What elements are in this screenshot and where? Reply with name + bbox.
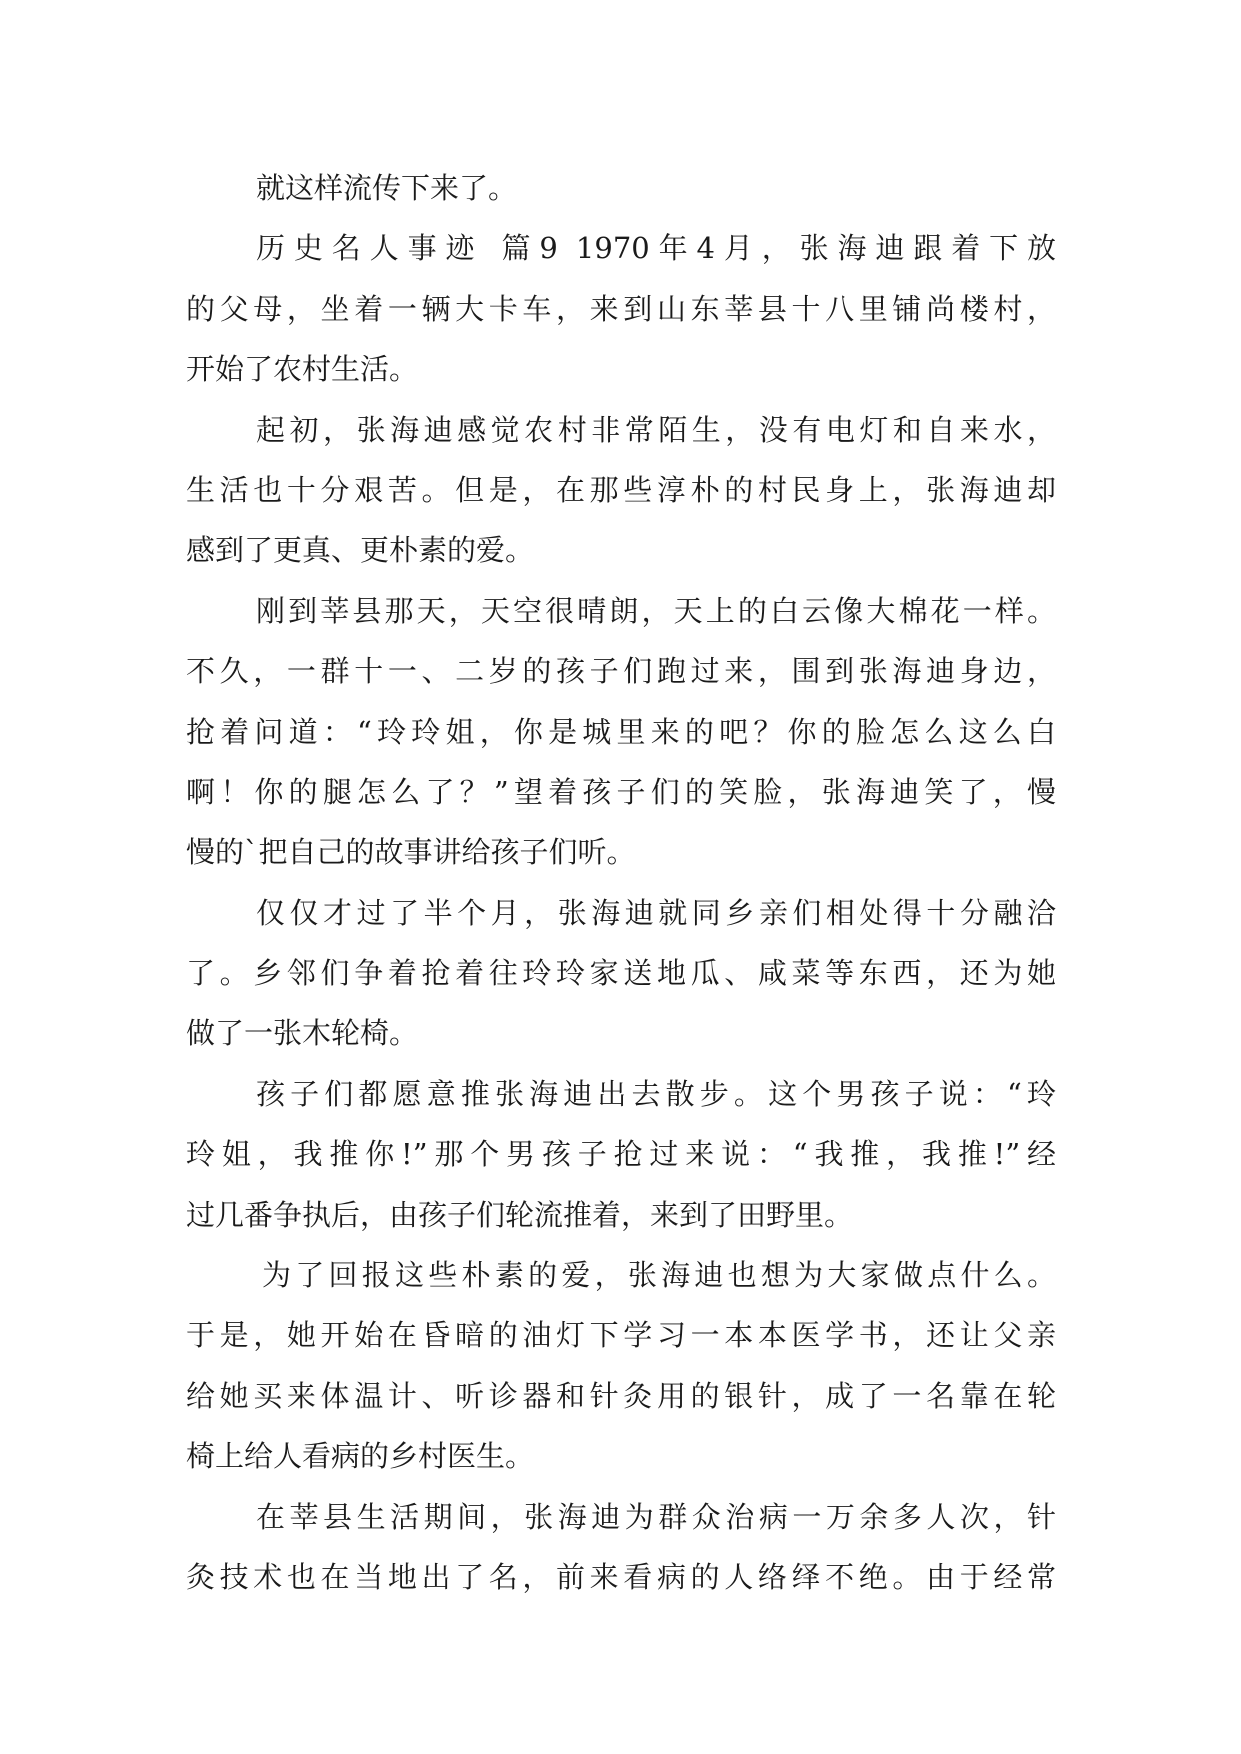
text-line: 孩子们都愿意推张海迪出去散步。这个男孩子说：“玲: [256, 1076, 1056, 1111]
text-line: 生活也十分艰苦。但是，在那些淳朴的村民身上，张海迪却: [186, 472, 1056, 507]
text-line: 做了一张木轮椅。: [186, 1016, 419, 1051]
text-line: 仅仅才过了半个月，张海迪就同乡亲们相处得十分融洽: [256, 895, 1056, 930]
text-line: 刚到莘县那天，天空很晴朗，天上的白云像大棉花一样。: [256, 593, 1056, 628]
text-line: 为了回报这些朴素的爱，张海迪也想为大家做点什么。: [262, 1258, 1056, 1293]
text-line: 椅上给人看病的乡村医生。: [186, 1439, 535, 1474]
text-line: 给她买来体温计、听诊器和针灸用的银针，成了一名靠在轮: [186, 1378, 1056, 1413]
text-line: 的父母，坐着一辆大卡车，来到山东莘县十八里铺尚楼村，: [186, 291, 1056, 326]
text-line: 啊！你的腿怎么了？”望着孩子们的笑脸，张海迪笑了，慢: [186, 774, 1056, 809]
text-line: 慢的`把自己的故事讲给孩子们听。: [186, 835, 636, 870]
text-line: 在莘县生活期间，张海迪为群众治病一万余多人次，针: [256, 1499, 1056, 1534]
text-line: 抢着问道：“玲玲姐，你是城里来的吧？你的脸怎么这么白: [186, 714, 1056, 749]
text-line: 不久，一群十一、二岁的孩子们跑过来，围到张海迪身边，: [186, 654, 1056, 689]
text-line: 感到了更真、更朴素的爱。: [186, 533, 535, 568]
text-line: 玲姐，我推你!”那个男孩子抢过来说：“我推，我推!”经: [186, 1137, 1056, 1172]
text-line: 就这样流传下来了。: [256, 171, 518, 205]
text-line: 过几番争执后，由孩子们轮流推着，来到了田野里。: [186, 1197, 854, 1232]
text-line: 灸技术也在当地出了名，前来看病的人络绎不绝。由于经常: [186, 1559, 1056, 1594]
text-line: 开始了农村生活。: [186, 352, 419, 387]
text-line: 于是，她开始在昏暗的油灯下学习一本本医学书，还让父亲: [186, 1318, 1056, 1353]
text-line: 起初，张海迪感觉农村非常陌生，没有电灯和自来水，: [256, 412, 1056, 447]
body-text: [186, 158, 1056, 1607]
text-line: 了。乡邻们争着抢着往玲玲家送地瓜、咸菜等东西，还为她: [186, 956, 1056, 991]
text-line: 历史名人事迹 篇9 1970年4月，张海迪跟着下放: [256, 231, 1056, 266]
